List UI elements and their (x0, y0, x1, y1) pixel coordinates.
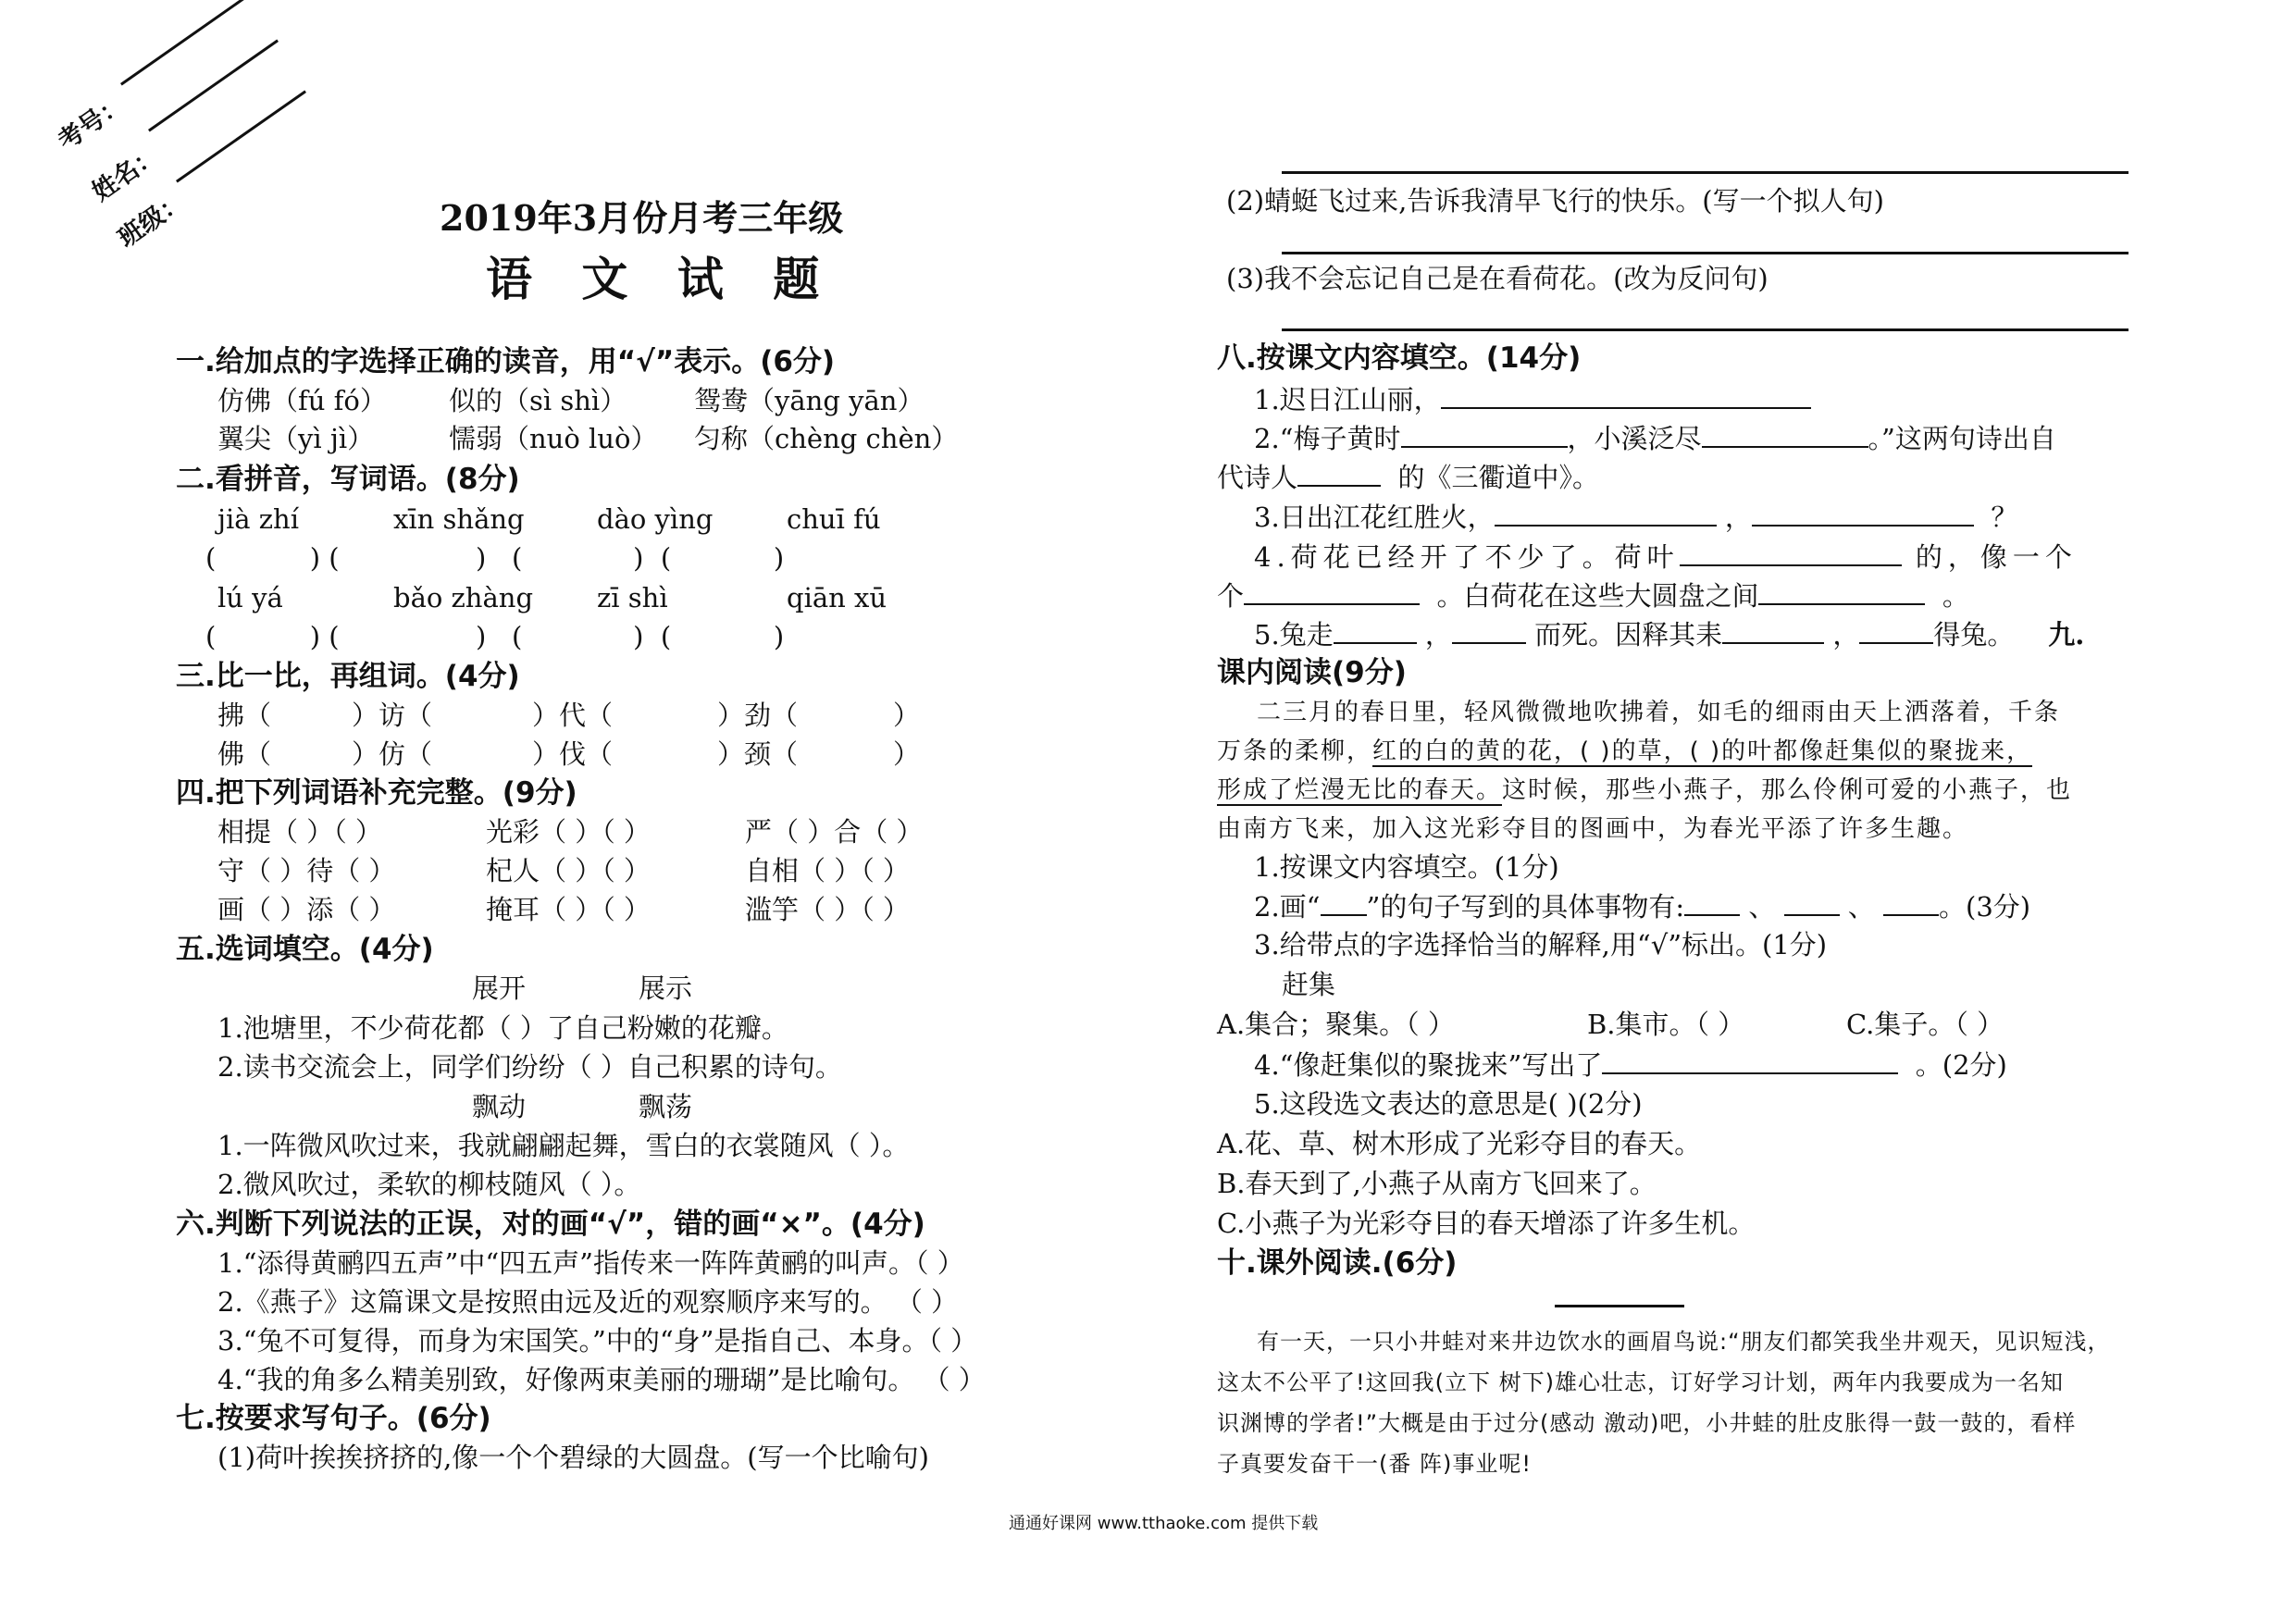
q-text: 。(3分) (1939, 891, 2031, 923)
fill-question: 2.读书交流会上，同学们纷纷（ ）自己积累的诗句。 (217, 1051, 842, 1083)
blank[interactable] (1722, 614, 1824, 644)
answer-line[interactable] (1282, 171, 2128, 174)
s7-heading: 七.按要求写句子。(6分) (176, 1402, 491, 1435)
passage-line (1217, 770, 2072, 811)
idiom: 杞人（ ）（ ） (486, 855, 651, 886)
dotted-word: 赶集 (1282, 969, 1336, 1000)
pinyin: chuī fú (787, 503, 881, 535)
passage-line: 识渊博的学者!”大概是由于过分(感动 激动)吧，小井蛙的肚皮胀得一鼓一鼓的，看样 (1217, 1410, 2077, 1436)
rewrite-question: (3)我不会忘记自己是在看荷花。(改为反问句) (1226, 263, 1769, 294)
poem-text: 2.“梅子黄时 (1254, 423, 1401, 454)
blank[interactable] (1758, 576, 1925, 605)
blank[interactable] (1883, 886, 1939, 916)
title-line[interactable] (1555, 1305, 1684, 1307)
idiom: 掩耳（ ）（ ） (486, 894, 651, 925)
poem-text: 得兔。 (1933, 619, 2015, 650)
s3-heading: 三.比一比，再组词。(4分) (176, 660, 520, 693)
footer[interactable]: 通通好课网 www.tthaoke.com 提供下载 (1009, 1514, 1319, 1533)
page-subtitle: 语 文 试 题 (486, 252, 837, 306)
s1-item: 懦弱（nuò luò） (449, 423, 658, 454)
name-label: 姓名： (87, 140, 166, 207)
idiom: 光彩（ ）（ ） (486, 816, 651, 848)
blank[interactable] (1334, 614, 1417, 644)
s8-heading: 八.按课文内容填空。(14分) (1217, 341, 1582, 375)
passage-text: 这时候，那些小燕子，那么伶俐可爱的小燕子，也 (1502, 776, 2073, 804)
s6-heading: 六.判断下列说法的正误，对的画“√”，错的画“×”。(4分) (176, 1208, 925, 1241)
s1-item: 似的（sì shì） (449, 385, 627, 416)
s1-heading: 一.给加点的字选择正确的读音，用“√”表示。(6分) (176, 345, 836, 378)
answer-line[interactable] (1282, 252, 2128, 254)
fill-question: 1.一阵微风吹过来，我就翩翩起舞，雪白的衣裳随风（ ）。 (217, 1130, 910, 1161)
blank[interactable] (1452, 614, 1526, 644)
passage-line: 二三月的春日里，轻风微微地吹拂着，如毛的细雨由天上洒落着，千条 (1257, 699, 2061, 726)
idiom: 滥竽（ ）（ ） (745, 894, 910, 925)
poem-text: ， (1724, 502, 1752, 533)
reading-question (1254, 1045, 2007, 1084)
reading-question: 5.这段选文表达的意思是( )(2分) (1254, 1088, 1643, 1120)
poem-line (1254, 418, 2056, 458)
poem-text: 。 (1942, 580, 1969, 612)
pinyin: qiān xū (787, 582, 887, 613)
option[interactable]: C.集子。（ ） (1846, 1009, 2004, 1040)
passage-line: 由南方飞来，加入这光彩夺目的图画中，为春光平添了许多生趣。 (1217, 815, 1969, 843)
option[interactable]: B.春天到了,小燕子从南方飞回来了。 (1217, 1168, 1657, 1199)
option[interactable]: B.集市。（ ） (1587, 1009, 1745, 1040)
rewrite-question: (1)荷叶挨挨挤挤的,像一个个碧绿的大圆盘。(写一个比喻句) (217, 1442, 929, 1473)
poem-text: 而死。因释其耒 (1534, 619, 1723, 650)
pinyin: jià zhí (217, 503, 300, 535)
poem-line (1254, 614, 2084, 654)
fill-question: 2.微风吹过，柔软的柳枝随风（ ）。 (217, 1169, 641, 1200)
compare-char: ）代（ (532, 700, 614, 731)
class-line[interactable] (176, 90, 306, 182)
word-choice: 展开 (472, 973, 527, 1004)
s1-item: 翼尖（yì jì） (217, 423, 375, 454)
compare-char: ）颈（ (717, 738, 799, 770)
passage-line (1217, 731, 2032, 772)
right-page (1148, 0, 2296, 1573)
s2-heading: 二.看拼音，写词语。(8分) (176, 463, 520, 496)
poem-text: 。白荷花在这些大圆盘之间 (1436, 580, 1759, 612)
s10-heading: 十.课外阅读.(6分) (1217, 1246, 1458, 1280)
q-text: 。(2分) (1915, 1049, 2007, 1081)
pinyin: dào yìng (597, 503, 714, 535)
underlined-sentence: 形成了烂漫无比的春天。 (1217, 776, 1503, 804)
judge-item: 3.“兔不可复得，而身为宋国笑。”中的“身”是指自己、本身。（ ） (217, 1325, 978, 1357)
idiom: 自相（ ）（ ） (745, 855, 910, 886)
option[interactable]: C.小燕子为光彩夺目的春天增添了许多生机。 (1217, 1208, 1756, 1239)
compare-char: ）伐（ (532, 738, 614, 770)
blank[interactable] (1702, 418, 1868, 448)
student-info (51, 87, 133, 160)
passage-text: 万条的柔柳， (1217, 737, 1373, 765)
q-text: 2.画“ (1254, 891, 1321, 923)
option[interactable]: A.花、草、树木形成了光彩夺目的春天。 (1217, 1128, 1702, 1159)
compare-char: 拂（ (217, 700, 272, 731)
compare-char: ） (893, 700, 921, 731)
blank[interactable] (1244, 576, 1420, 605)
judge-item: 1.“添得黄鹂四五声”中“四五声”指传来一阵阵黄鹂的叫声。（ ） (217, 1247, 964, 1279)
poem-line (1217, 457, 1599, 497)
poem-text: 3.日出江花红胜火， (1254, 502, 1495, 533)
poem-text: 代诗人 (1217, 462, 1298, 493)
left-page (0, 0, 1148, 1573)
q-text: ”的句子写到的具体事物有: (1366, 891, 1685, 923)
passage-line: 子真要发奋干一(番 阵)事业呢! (1217, 1451, 1532, 1477)
blank[interactable] (1784, 886, 1840, 916)
option[interactable]: A.集合；聚集。（ ） (1217, 1009, 1455, 1040)
pinyin: bǎo zhàng (393, 582, 534, 613)
compare-char: ） (893, 738, 921, 770)
q-text: 、 (1847, 891, 1875, 923)
s5-heading: 五.选词填空。(4分) (176, 933, 434, 966)
blank[interactable] (1321, 886, 1367, 916)
pinyin: xīn shǎng (393, 503, 525, 535)
reading-question (1254, 886, 2030, 926)
blank[interactable] (1495, 497, 1717, 527)
compare-char: ）仿（ (352, 738, 433, 770)
judge-item: 4.“我的角多么精美别致，好像两束美丽的珊瑚”是比喻句。 （ ） (217, 1364, 986, 1395)
q-text: 4.“像赶集似的聚拢来”写出了 (1254, 1049, 1603, 1081)
poem-text: 4.荷花已经开了不少了。荷叶 (1254, 541, 1680, 573)
blank[interactable] (1859, 614, 1933, 644)
word-choice: 飘荡 (639, 1091, 693, 1122)
poem-text: 的，像一个 (1915, 541, 2078, 573)
s9-heading: 课内阅读(9分) (1217, 656, 1407, 689)
poem-text: ，小溪泛尽 (1567, 423, 1702, 454)
blank[interactable] (1752, 497, 1974, 527)
poem-line (1254, 537, 2078, 576)
idiom: 守（ ）待（ ） (217, 855, 396, 886)
blank[interactable] (1401, 418, 1568, 448)
poem-text: 的《三衢道中》。 (1397, 462, 1599, 493)
blank[interactable] (1441, 379, 1811, 409)
pinyin: zī shì (597, 582, 668, 613)
answer-brackets-row2[interactable]: ( ) ( ) ( ) ( ) (205, 621, 785, 652)
blank[interactable] (1297, 457, 1381, 487)
poem-text: 5.兔走 (1254, 619, 1334, 650)
underlined-sentence: 红的白的黄的花，( )的草，( )的叶都像赶集似的聚拢来， (1372, 737, 2033, 765)
idiom: 相提（ ）（ ） (217, 816, 382, 848)
judge-item: 2.《燕子》这篇课文是按照由远及近的观察顺序来写的。 （ ） (217, 1286, 959, 1318)
passage-line: 这太不公平了!这回我(立下 树下)雄心壮志，订好学习计划，两年内我要成为一名知 (1217, 1369, 2064, 1395)
poem-text: 。”这两句诗出自 (1868, 423, 2056, 454)
blank[interactable] (1680, 537, 1902, 566)
poem-line (1254, 379, 1811, 419)
fill-question: 1.池塘里，不少荷花都（ ）了自己粉嫩的花瓣。 (217, 1012, 788, 1044)
word-choice: 展示 (639, 973, 693, 1004)
q-text: 、 (1748, 891, 1776, 923)
reading-question: 3.给带点的字选择恰当的解释,用“√”标出。(1分) (1254, 929, 1828, 960)
poem-text: ， (1424, 619, 1452, 650)
word-choice: 飘动 (472, 1091, 527, 1122)
rewrite-question: (2)蜻蜓飞过来,告诉我清早飞行的快乐。(写一个拟人句) (1226, 185, 1884, 217)
poem-text: ， (1832, 619, 1860, 650)
compare-char: 佛（ (217, 738, 272, 770)
section-number: 九. (2048, 619, 2085, 650)
reading-question: 1.按课文内容填空。(1分) (1254, 851, 1559, 883)
poem-text: 1.迟日江山丽， (1254, 384, 1441, 415)
pinyin: lú yá (217, 582, 283, 613)
blank[interactable] (1684, 886, 1740, 916)
poem-line (1217, 576, 1969, 615)
answer-brackets-row1[interactable]: ( ) ( ) ( ) ( ) (205, 542, 785, 574)
idiom: 画（ ）添（ ） (217, 894, 396, 925)
answer-line[interactable] (1282, 328, 2128, 331)
s4-heading: 四.把下列词语补充完整。(9分) (176, 776, 577, 810)
page-title: 2019年3月份月考三年级 (440, 197, 844, 239)
exam-no-label: 考号： (53, 89, 131, 156)
s1-item: 仿佛（fú fó） (217, 385, 387, 416)
compare-char: ）劲（ (717, 700, 799, 731)
idiom: 严（ ）合（ ） (745, 816, 924, 848)
s1-item: 鸳鸯（yāng yān） (694, 385, 925, 416)
blank[interactable] (1602, 1045, 1898, 1074)
poem-line (1254, 497, 2017, 537)
s1-item: 匀称（chèng chèn） (694, 423, 959, 454)
passage-line: 有一天，一只小井蛙对来井边饮水的画眉鸟说:“朋友们都笑我坐井观天，见识短浅， (1257, 1329, 2111, 1355)
poem-text: ？ (1991, 502, 2018, 533)
class-label: 班级： (113, 186, 192, 254)
poem-text: 个 (1217, 580, 1245, 612)
compare-char: ）访（ (352, 700, 433, 731)
